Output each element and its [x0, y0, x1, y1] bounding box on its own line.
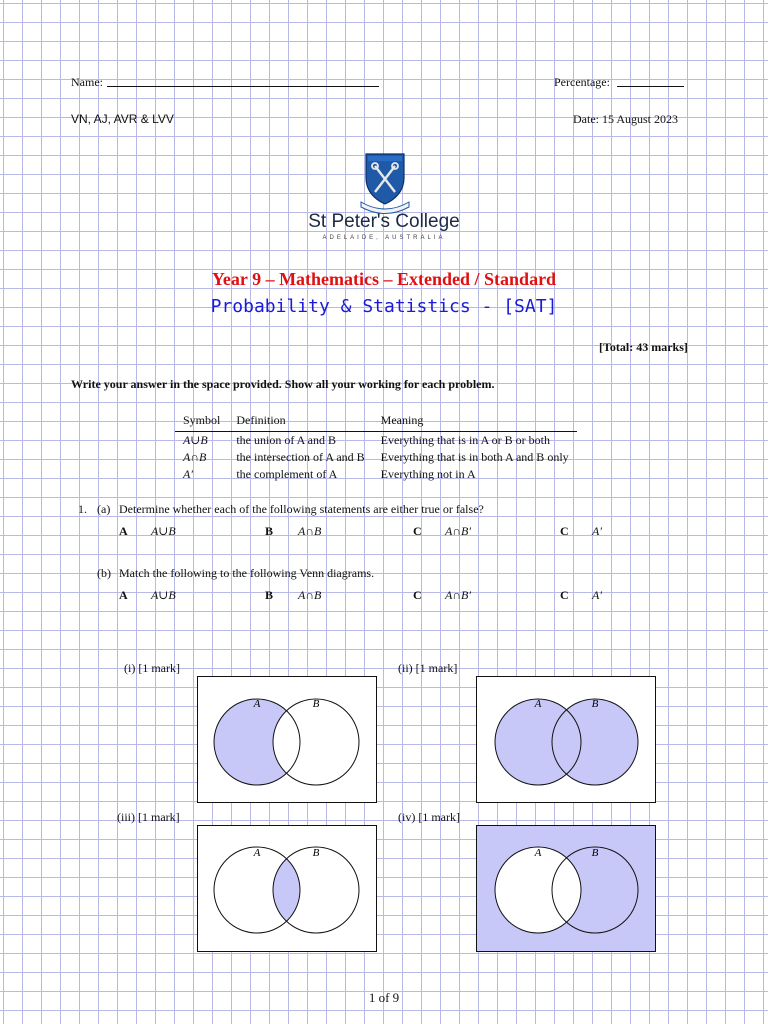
option-letter: C [413, 524, 422, 538]
venn-diagram-union [476, 676, 656, 803]
percentage-field[interactable] [617, 74, 684, 87]
table-header-cell: Meaning [373, 412, 577, 432]
title-year-subject: Year 9 – Mathematics – Extended / Standard [211, 269, 557, 289]
venn-diagram-intersection [197, 825, 377, 952]
venn-diagram-complement-a [476, 825, 656, 952]
option-letter: B [265, 524, 274, 538]
page-number: 1 of 9 [368, 990, 400, 1005]
name-field[interactable] [107, 74, 379, 87]
table-cell-symbol: A′ [183, 467, 193, 481]
part-b-text: Match the following to the following Venn diagrams. [119, 566, 375, 580]
college-location: ADELAIDE, AUSTRALIA [322, 235, 446, 241]
table-header-row [175, 412, 577, 432]
title-topic: Probability & Statistics - [SAT] [210, 296, 558, 317]
table-row [175, 449, 577, 466]
table-header-cell: Symbol [175, 412, 228, 432]
option-expression: A∩B′ [445, 588, 471, 602]
table-row [175, 466, 577, 483]
set-a-label: A [253, 847, 261, 859]
percentage-label: Percentage: [554, 75, 610, 89]
table-cell-meaning: Everything that is in A or B or both [380, 433, 550, 447]
set-a-label: A [534, 698, 542, 710]
diagram-label: (i) [1 mark] [124, 661, 180, 675]
option-letter: B [265, 588, 274, 602]
set-a-label: A [253, 698, 261, 710]
set-b-label: B [591, 847, 599, 859]
table-cell-definition: the intersection of A and B [236, 450, 365, 464]
diagram-label: (iv) [1 mark] [398, 810, 460, 824]
set-b-label: B [312, 698, 320, 710]
option-expression: A∪B [151, 588, 176, 602]
option-letter: C [560, 524, 569, 538]
diagram-label: (iii) [1 mark] [117, 810, 180, 824]
total-marks: [Total: 43 marks] [599, 340, 688, 354]
option-expression: A′ [592, 588, 602, 602]
option-letter: A [119, 524, 128, 538]
college-crest-icon [357, 152, 413, 216]
table-cell-definition: the complement of A [236, 467, 338, 481]
instructions: Write your answer in the space provided. Show all your working for each problem. [71, 377, 495, 391]
set-b-label: B [312, 847, 320, 859]
set-a-label: A [534, 847, 542, 859]
part-b-label: (b) [97, 566, 111, 580]
option-letter: A [119, 588, 128, 602]
table-row [175, 432, 577, 450]
option-letter: C [413, 588, 422, 602]
table-cell-symbol: A∪B [183, 433, 208, 447]
symbol-table [175, 412, 577, 483]
option-expression: A′ [592, 524, 602, 538]
option-expression: A∩B [298, 524, 322, 538]
teachers-text: VN, AJ, AVR & LVV [71, 112, 174, 126]
part-a-label: (a) [97, 502, 111, 516]
option-expression: A∪B [151, 524, 176, 538]
table-cell-meaning: Everything that is in both A and B only [380, 450, 569, 464]
venn-diagram-a-only [197, 676, 377, 803]
table-header-cell: Definition [228, 412, 372, 432]
diagram-label: (ii) [1 mark] [398, 661, 458, 675]
set-b-label: B [591, 698, 599, 710]
table-cell-meaning: Everything not in A [380, 467, 476, 481]
option-expression: A∩B [298, 588, 322, 602]
option-expression: A∩B′ [445, 524, 471, 538]
part-a-text: Determine whether each of the following statements are either true or false? [119, 502, 484, 516]
table-cell-symbol: A∩B [183, 450, 207, 464]
option-letter: C [560, 588, 569, 602]
name-label: Name: [71, 75, 103, 89]
college-name: St Peter's College [308, 211, 460, 232]
table-cell-definition: the union of A and B [236, 433, 337, 447]
date-text: Date: 15 August 2023 [573, 112, 678, 126]
question-number: 1. [78, 502, 87, 516]
